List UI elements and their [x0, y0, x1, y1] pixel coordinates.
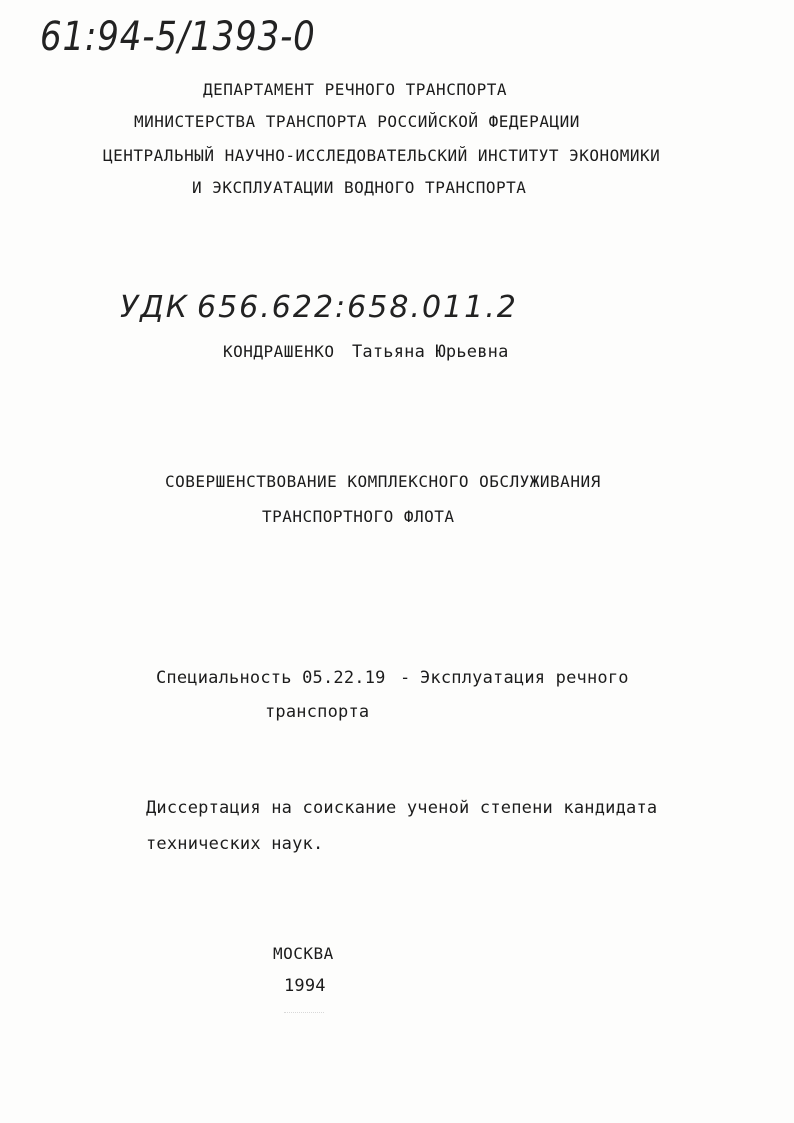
author-given-name: Татьяна Юрьевна — [352, 342, 509, 362]
header-ministry: МИНИСТЕРСТВА ТРАНСПОРТА РОССИЙСКОЙ ФЕДЕРАЦИИ — [134, 112, 580, 131]
specialty-label: Специальность 05.22.19 — [156, 668, 386, 688]
specialty-name-line-1: Эксплуатация речного — [420, 668, 629, 688]
dissertation-statement-line-2: технических наук. — [146, 834, 324, 854]
archive-handwritten-mark: 61:94-5/1393-0 — [40, 14, 316, 60]
footer-year: 1994 — [284, 976, 326, 996]
footer-city: МОСКВА — [273, 944, 334, 963]
header-department: ДЕПАРТАМЕНТ РЕЧНОГО ТРАНСПОРТА — [203, 80, 507, 99]
dissertation-statement-line-1: Диссертация на соискание ученой степени кандидата — [146, 798, 658, 818]
header-institute: ЦЕНТРАЛЬНЫЙ НАУЧНО-ИССЛЕДОВАТЕЛЬСКИЙ ИНСТИТУТ ЭКОНОМИКИ — [103, 146, 661, 165]
author-surname: КОНДРАШЕНКО — [223, 342, 335, 361]
thesis-title-line-2: ТРАНСПОРТНОГО ФЛОТА — [262, 507, 455, 526]
udk-code: 656.622:658.011.2 — [197, 290, 518, 325]
specialty-name-line-2: транспорта — [265, 702, 370, 722]
udk-label: УДК — [120, 290, 190, 325]
faint-mark — [284, 1012, 324, 1016]
thesis-title-line-1: СОВЕРШЕНСТВОВАНИЕ КОМПЛЕКСНОГО ОБСЛУЖИВАНИЯ — [165, 472, 601, 491]
header-institute-cont: И ЭКСПЛУАТАЦИИ ВОДНОГО ТРАНСПОРТА — [192, 178, 527, 197]
specialty-dash: - — [400, 668, 411, 688]
